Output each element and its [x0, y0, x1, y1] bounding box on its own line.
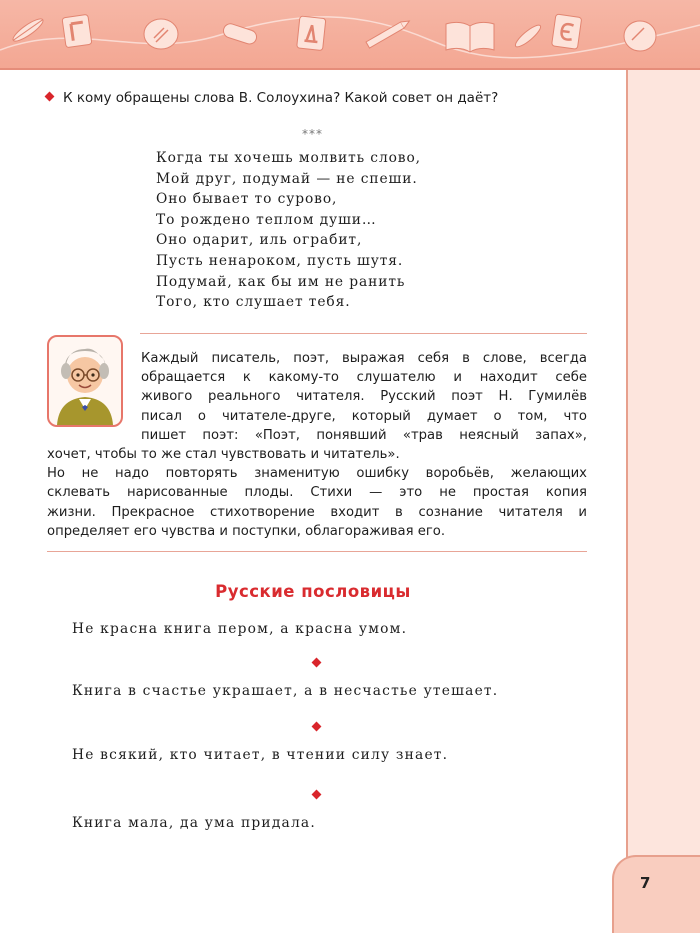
section-title: Русские пословицы [215, 582, 411, 601]
page-margin [626, 70, 700, 931]
poem [156, 148, 421, 313]
explanation-indented [141, 349, 587, 445]
proverb: Книга мала, да ума придала. [72, 815, 316, 831]
poem-line: Когда ты хочешь молвить слово, [156, 150, 421, 166]
poem-asterisks: *** [302, 127, 323, 141]
letter-d-tile-icon [297, 16, 326, 51]
bullet-diamond-icon [45, 92, 55, 102]
prose-line: хочет, чтобы то же стал чувствовать и читатель». [47, 447, 400, 462]
head-silhouette-icon [624, 21, 656, 51]
poem-line: Того, кто слушает тебя. [156, 294, 351, 311]
proverb: Книга в счастье украшает, а в несчастье утешает. [72, 683, 499, 699]
divider-top [140, 333, 587, 334]
prose-line: писал о читателе-друге, который думает о том, что [141, 408, 587, 424]
prose-line: жизни. Прекрасное стихотворение входит в сознание читателя и [47, 504, 587, 520]
feather-quill-icon [513, 22, 543, 49]
poem-line: Оно бывает то сурово, [156, 191, 338, 208]
separator-diamond-icon [312, 790, 322, 800]
prose-line: склевать нарисованные плоды. Стихи — это не простая копия [47, 485, 587, 501]
letter-g-tile-icon [62, 14, 92, 47]
proverb: Не всякий, кто читает, в чтении силу знает. [72, 747, 449, 763]
letter-ye-tile-icon [552, 14, 582, 49]
separator-diamond-icon [312, 722, 322, 732]
separator-diamond-icon [312, 658, 322, 668]
poem-line: То рождено теплом души… [156, 211, 377, 228]
poem-line: Пусть ненароком, пусть шутя. [156, 252, 404, 269]
teacher-avatar [47, 335, 123, 427]
header-banner [0, 0, 700, 70]
prose-line: живого реального читателя. Русский поэт Н. Гумилёв [141, 389, 587, 405]
poem-line: Мой друг, подумай — не спеши. [156, 170, 418, 187]
question-text: К кому обращены слова В. Солоухина? Какой совет он даёт? [63, 90, 499, 106]
explanation-full [47, 445, 587, 541]
poem-line: Подумай, как бы им не ранить [156, 273, 406, 290]
divider-bottom [47, 551, 587, 552]
head-silhouette-icon [144, 19, 178, 49]
page-number: 7 [640, 874, 651, 892]
prose-line: обращается к какому-то слушателю и находит себе [141, 370, 587, 386]
prose-line: Каждый писатель, поэт, выражая себя в слове, всегда [141, 351, 587, 366]
header-ornaments [0, 0, 700, 68]
question-line [46, 90, 498, 106]
prose-line: определяет его чувства и поступки, облагораживая его. [47, 523, 446, 539]
poem-line: Оно одарит, иль ограбит, [156, 232, 363, 249]
prose-line: Но не надо повторять знаменитую ошибку воробьёв, желающих [47, 466, 587, 482]
proverb: Не красна книга пером, а красна умом. [72, 621, 408, 637]
open-book-icon [446, 22, 494, 52]
prose-line: пишет поэт: «Поэт, понявший «трав неясный запах», [141, 427, 587, 443]
page-number-tab [612, 855, 700, 933]
